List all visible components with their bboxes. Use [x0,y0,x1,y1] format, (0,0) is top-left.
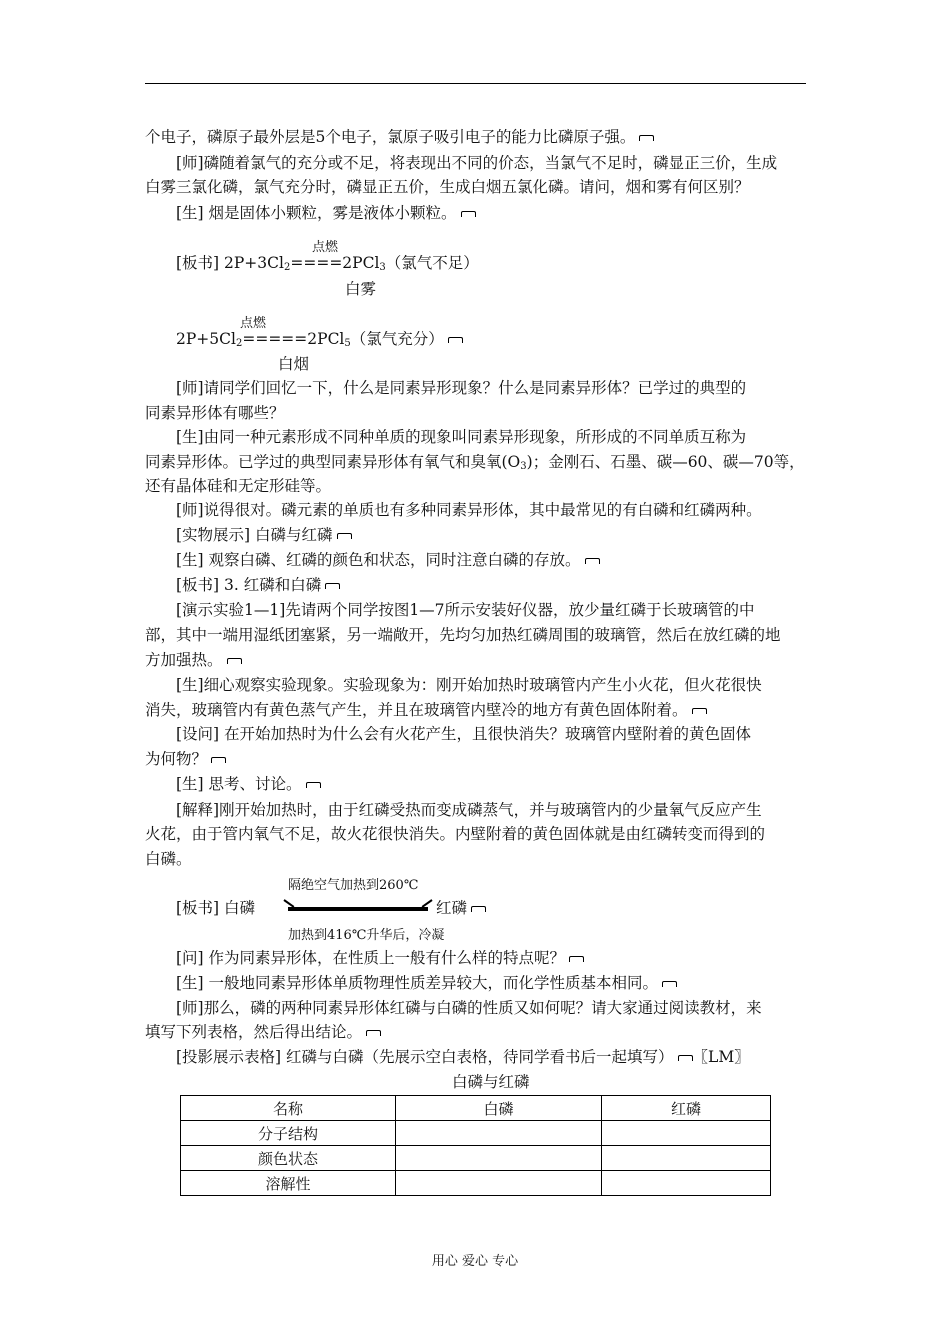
text-line: 白雾三氯化磷，氯气充分时，磷显正五价，生成白烟五氯化磷。请问，烟和雾有何区别？ [145,178,750,196]
text-line: [问] 作为同素异形体，在性质上一般有什么样的特点呢？ [176,948,584,968]
table-cell [602,1121,771,1146]
equation-2: $2P+5Cl_2=====2PCl_5$（氯气充分） [176,329,463,354]
text-line: 白磷。 [145,850,192,868]
text-line: 消失，玻璃管内有黄色蒸气产生，并且在玻璃管内壁冷的地方有黄色固体附着。 [145,700,707,720]
header-rule [145,83,806,84]
table-cell [396,1171,602,1196]
product-label: 白雾 [345,280,377,298]
table-cell [396,1121,602,1146]
condition-label: 加热到416℃升华后，冷凝 [288,928,445,943]
conversion-left: [板书] 白磷 [176,899,256,917]
text-line: [演示实验1—1]先请两个同学按图1—7所示安装好仪器，放少量红磷于长玻璃管的中 [176,601,755,619]
return-mark [662,981,677,987]
return-mark [366,1030,381,1036]
return-mark [337,533,352,539]
text-line: [板书] 3. 红磷和白磷 [176,575,340,595]
table-row [181,1121,771,1146]
table-row [181,1146,771,1171]
table-row-label: 颜色状态 [181,1146,396,1171]
table-header: 红磷 [602,1096,771,1121]
equation-1: [板书] $2P+3Cl_2====2PCl_3$（氯气不足） [176,254,479,273]
text-line: [解释]刚开始加热时，由于红磷受热而变成磷蒸气，并与玻璃管内的少量氧气反应产生 [176,801,762,819]
comparison-table [180,1095,771,1196]
text-line: [生] 一般地同素异形体单质物理性质差异较大，而化学性质基本相同。 [176,973,677,993]
table-cell [396,1146,602,1171]
condition-label: 隔绝空气加热到260℃ [288,878,419,893]
text-line: [师]请同学们回忆一下，什么是同素异形现象？什么是同素异形体？已学过的典型的 [176,379,747,397]
return-mark [585,558,600,564]
return-mark [448,337,463,343]
return-mark [325,583,340,589]
text-line: [生] 思考、讨论。 [176,774,321,794]
text-line: 还有晶体硅和无定形硅等。 [145,477,332,495]
table-row-label: 分子结构 [181,1121,396,1146]
text-line: 同素异形体。已学过的典型同素异形体有氧气和臭氧$(O_3)$；金刚石、石墨、碳—60、碳—70等， [145,453,805,472]
return-mark [639,135,654,141]
return-mark [678,1055,693,1061]
table-caption: 白磷与红磷 [452,1073,530,1091]
text-line: [师]说得很对。磷元素的单质也有多种同素异形体，其中最常见的有白磷和红磷两种。 [176,501,762,519]
condition-label: 点燃 [240,316,267,331]
table-header-row [181,1096,771,1121]
condition-label: 点燃 [312,240,339,255]
text-line: [生] 观察白磷、红磷的颜色和状态，同时注意白磷的存放。 [176,550,600,570]
text-line: [实物展示] 白磷与红磷 [176,525,352,545]
text-line: 部，其中一端用湿纸团塞紧，另一端敞开，先均匀加热红磷周围的玻璃管，然后在放红磷的地 [145,626,781,644]
text-line: 为何物？ [145,749,226,769]
text-line: 同素异形体有哪些？ [145,404,285,422]
return-mark [692,708,707,714]
text-line: [师]磷随着氯气的充分或不足，将表现出不同的价态，当氯气不足时，磷显正三价，生成 [176,154,778,172]
table-row-label: 溶解性 [181,1171,396,1196]
text-line: [投影展示表格] 红磷与白磷（先展示空白表格，待同学看书后一起填写） 〖LM〗 [176,1048,750,1066]
text-line: 火花，由于管内氧气不足，故火花很快消失。内壁附着的黄色固体就是由红磷转变而得到的 [145,825,766,843]
text-line: [生] 烟是固体小颗粒，雾是液体小颗粒。 [176,203,476,223]
text-line: [师]那么，磷的两种同素异形体红磷与白磷的性质又如何呢？请大家通过阅读教材，来 [176,999,762,1017]
return-mark [227,658,242,664]
text-line: 个电子，磷原子最外层是5个电子，氯原子吸引电子的能力比磷原子强。 [145,127,654,147]
table-row [181,1171,771,1196]
return-mark [461,211,476,217]
text-line: 方加强热。 [145,650,242,670]
double-arrow-icon [288,907,428,911]
table-header: 白磷 [396,1096,602,1121]
table-cell [602,1146,771,1171]
conversion-right: 红磷 [436,898,486,918]
text-line: [生]由同一种元素形成不同种单质的现象叫同素异形现象，所形成的不同单质互称为 [176,428,747,446]
return-mark [471,906,486,912]
return-mark [211,757,226,763]
text-line: [生]细心观察实验现象。实验现象为：刚开始加热时玻璃管内产生小火花，但火花很快 [176,676,762,694]
return-mark [306,782,321,788]
product-label: 白烟 [278,355,310,373]
text-line: [设问] 在开始加热时为什么会有火花产生，且很快消失？玻璃管内壁附着的黄色固体 [176,725,752,743]
return-mark [569,956,584,962]
table-cell [602,1171,771,1196]
page-footer: 用心 爱心 专心 [431,1254,519,1269]
table-header: 名称 [181,1096,396,1121]
text-line: 填写下列表格，然后得出结论。 [145,1022,381,1042]
